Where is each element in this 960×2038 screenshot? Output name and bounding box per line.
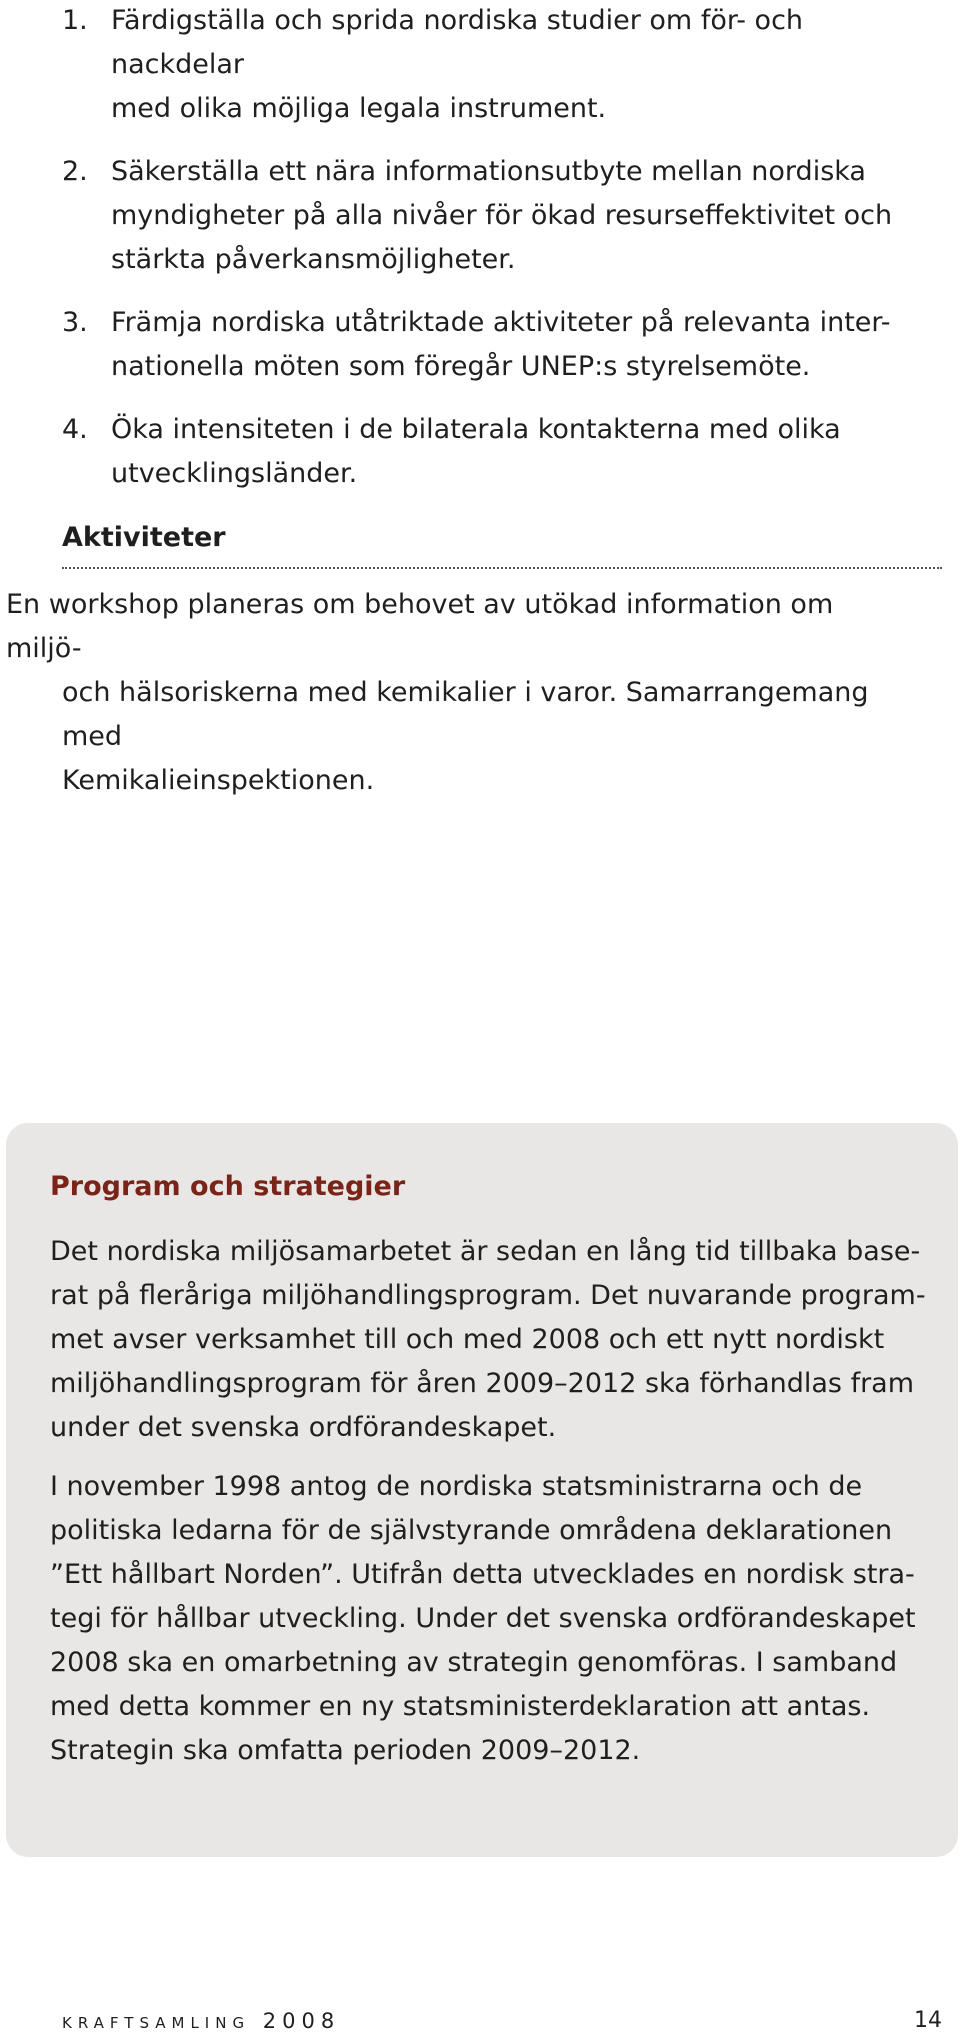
- footer-title: kraftsamling 2008: [62, 2009, 341, 2033]
- list-item-text: Säkerställa ett nära informationsutbyte mellan nordiska myndigheter på alla nivåer för ökad resurseffektivitet och stärkta påverkansmöjligheter.: [111, 156, 893, 275]
- info-box-paragraph: I november 1998 antog de nordiska statsministrarna och de politiska ledarna för de självstyrande områdena deklarationen ”Ett hållbart Norden”. Utifrån detta utvecklades en nordisk stra- tegi för hållbar utveckling. Under det svenska ordförandeskapet 2008 ska en omarbetning av strategin genomföras. I samband med detta kommer en ny statsministerdeklaration att antas. Strategin ska omfatta perioden 2009–2012.: [50, 1471, 916, 1766]
- list-item: [62, 301, 942, 389]
- activities-paragraph: [0, 583, 900, 803]
- list-item-text: Öka intensiteten i de bilaterala kontakterna med olika utvecklingsländer.: [111, 414, 841, 489]
- list-item: [62, 408, 942, 496]
- activities-line: En workshop planeras om behovet av utökad information om miljö-: [6, 589, 834, 664]
- list-number: 4.: [62, 414, 88, 445]
- list-number: 2.: [62, 156, 88, 187]
- info-box: [6, 1123, 958, 1857]
- dotted-divider: [62, 567, 942, 569]
- activities-line: och hälsoriskerna med kemikalier i varor. Samarrangemang med: [62, 677, 869, 752]
- info-box-title: Program och strategier: [50, 1171, 406, 1202]
- info-box-paragraph: Det nordiska miljösamarbetet är sedan en lång tid tillbaka base- rat på fleråriga miljöhandlingsprogram. Det nuvarande program- met avser verksamhet till och med 2008 och ett nytt nordiskt miljöhandlingsprogram för åren 2009–2012 ska förhandlas fram under det svenska ordförandeskapet.: [50, 1236, 926, 1443]
- page-number: 14: [914, 2008, 942, 2033]
- list-item-text: Främja nordiska utåtriktade aktiviteter på relevanta inter- nationella möten som föregår UNEP:s styrelsemöte.: [111, 307, 891, 382]
- list-item-text: Färdigställa och sprida nordiska studier om för- och nackdelar med olika möjliga legala instrument.: [111, 5, 804, 124]
- list-item: [62, 150, 942, 282]
- numbered-list: [62, 0, 942, 515]
- list-item: [62, 0, 942, 131]
- activities-heading: Aktiviteter: [62, 522, 226, 553]
- list-number: 3.: [62, 307, 88, 338]
- activities-line: Kemikalieinspektionen.: [62, 765, 375, 796]
- list-number: 1.: [62, 5, 88, 36]
